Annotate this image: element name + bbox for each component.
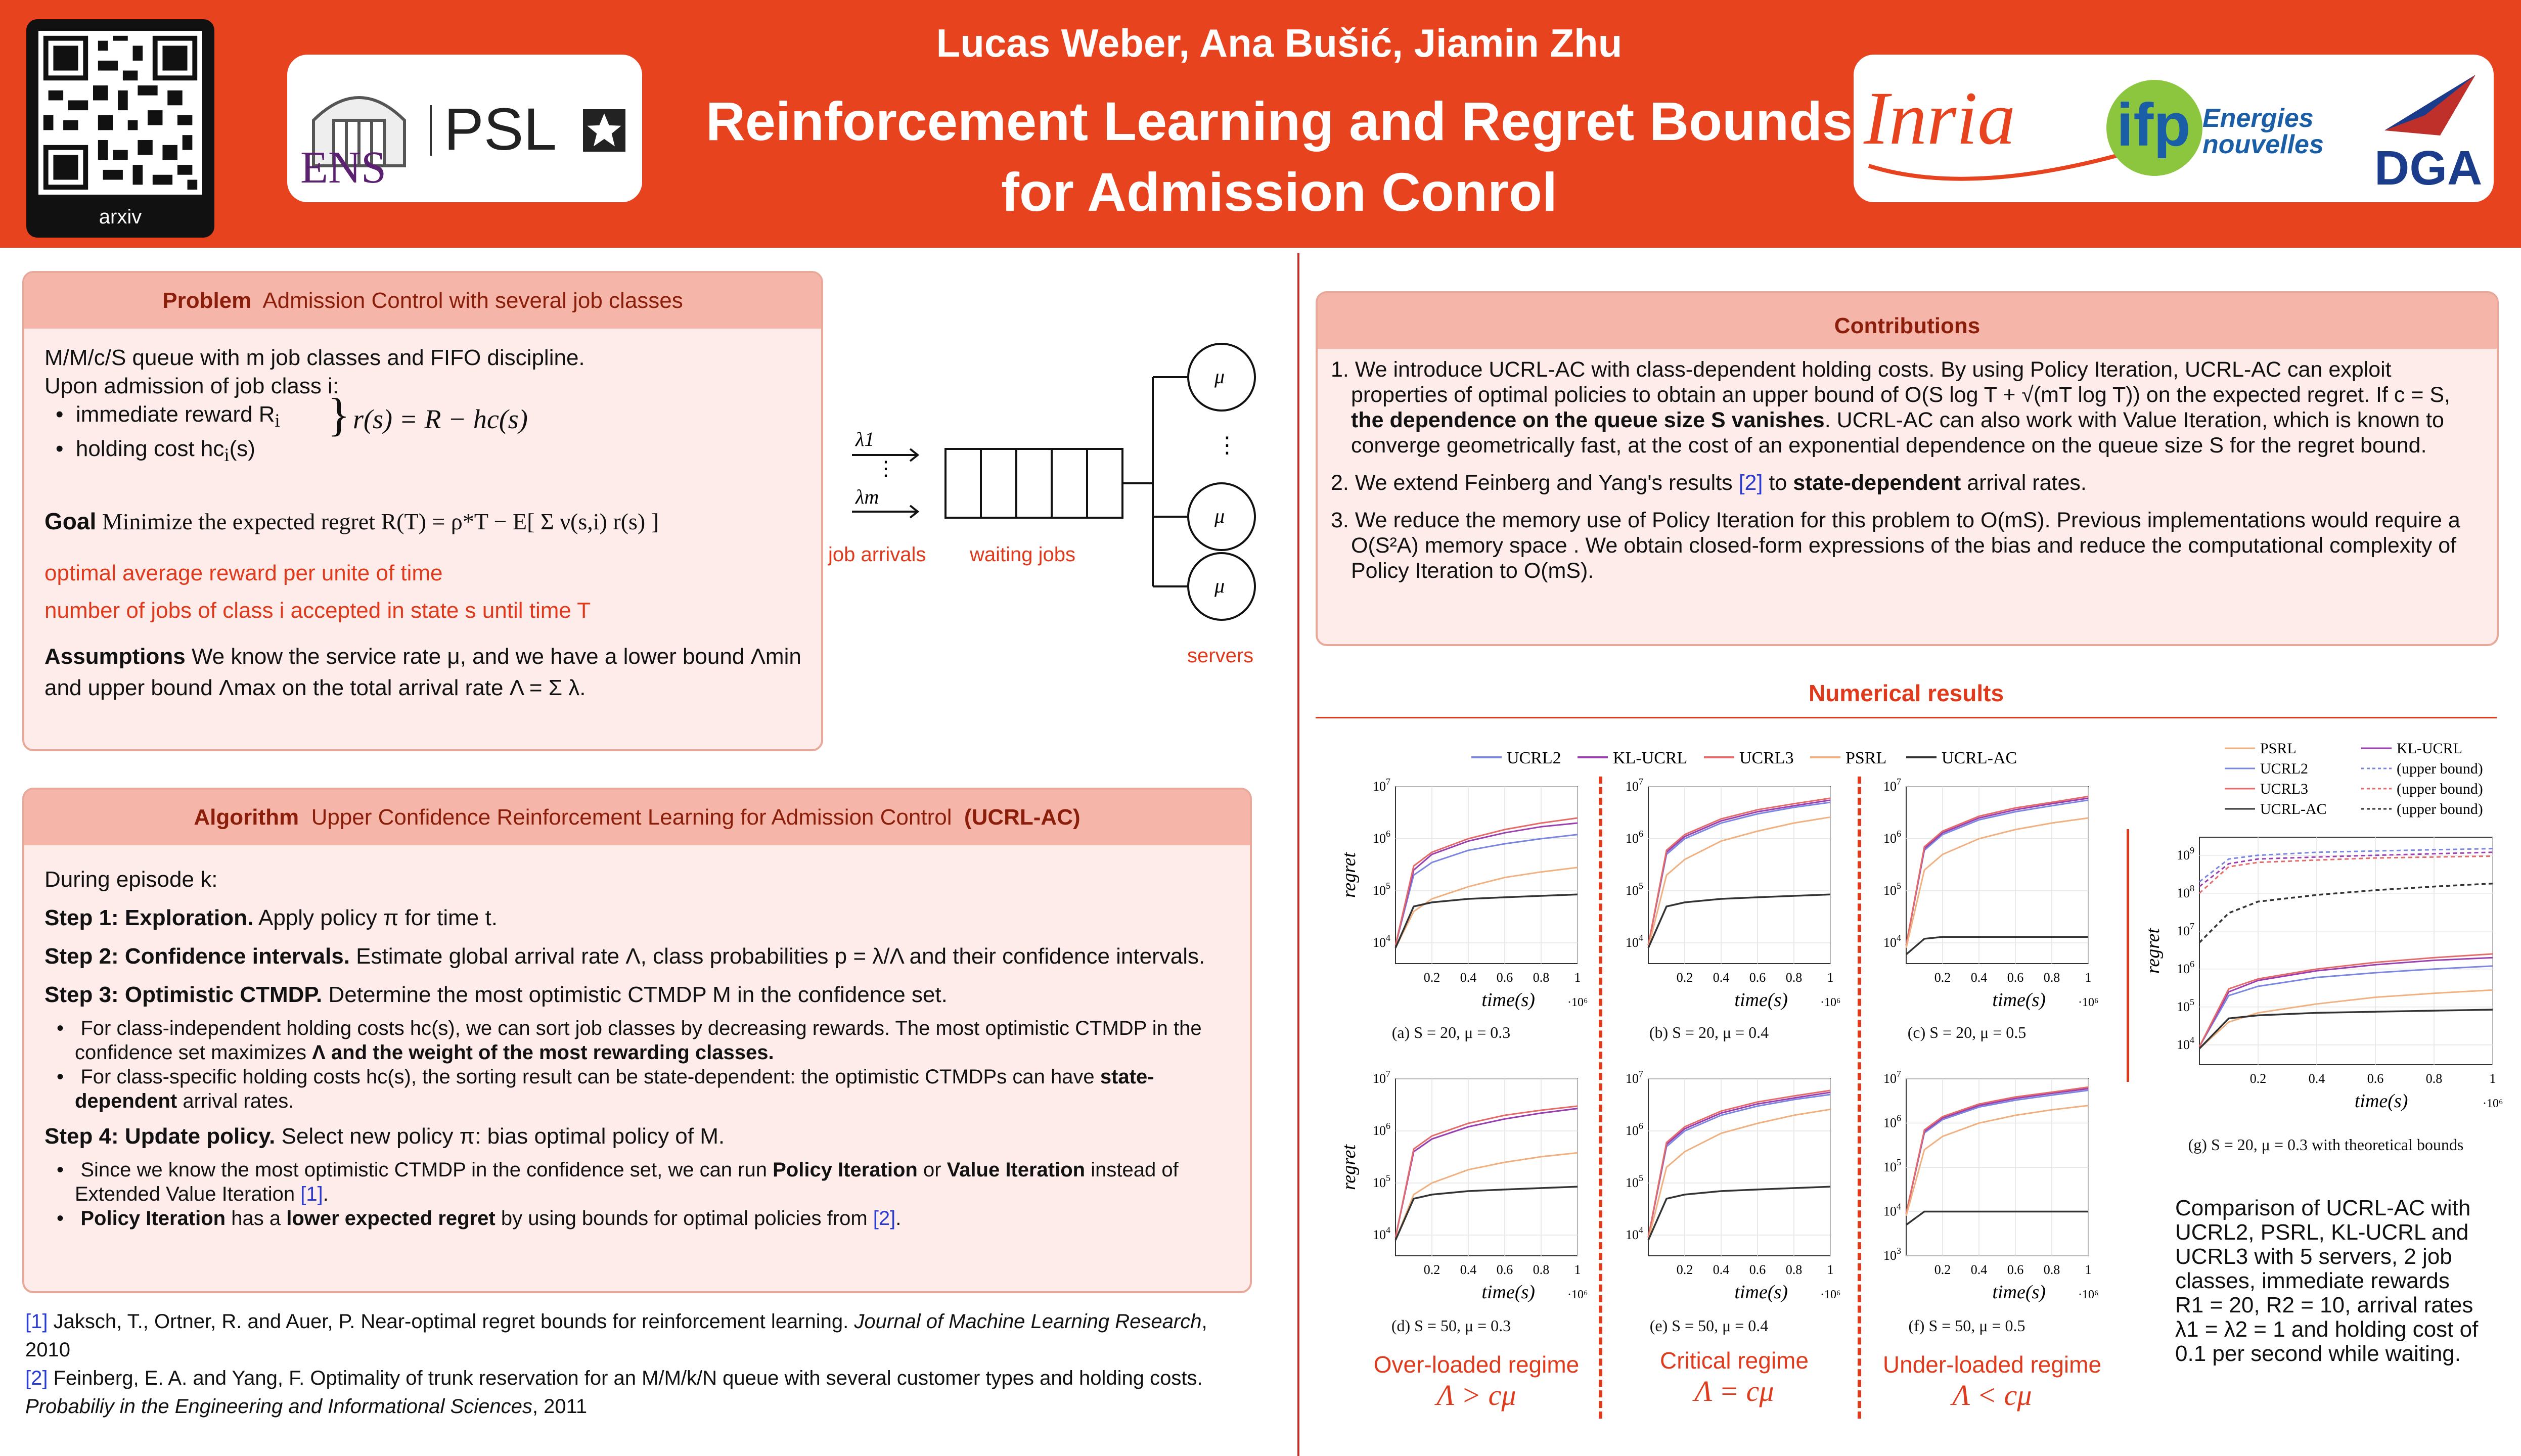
series-line-psrl bbox=[1906, 1106, 2088, 1216]
y-tick-label: $10^6$ bbox=[2177, 959, 2194, 976]
series-line-ucrl-ac bbox=[1648, 1187, 1830, 1240]
contribution-1: 1. We introduce UCRL-AC with class-dependent holding costs. By using Policy Iteration, UCRL-AC can exploit properties of optimal policies to obtain an upper bound of O(S log T + √(mT log T)) on the expected regret. If c = S, the dependence on the queue size S vanishes. UCRL-AC can also work with Value Iteration, which is known to converge geometrically fast, at the cost of an exponential dependence on the queue size S for the regret bound. bbox=[1331, 357, 2450, 458]
x-tick-label: 0.6 bbox=[1496, 970, 1513, 985]
series-line-ucrl3 bbox=[1648, 798, 1830, 945]
x-scale-label: ·10⁶ bbox=[1820, 1288, 1841, 1301]
reference-2-tag[interactable]: [2] bbox=[25, 1367, 48, 1389]
x-tick-label: 0.2 bbox=[1423, 1262, 1440, 1277]
reference-1 bbox=[25, 1307, 1229, 1364]
y-tick-label: $10^4$ bbox=[2177, 1034, 2194, 1052]
servers-label: servers bbox=[1187, 645, 1254, 667]
legend-entry: UCRL3 bbox=[1739, 749, 1794, 767]
step-4-bullet-2-end: by using bounds for optimal policies from bbox=[501, 1207, 868, 1230]
poster-header bbox=[0, 0, 2521, 248]
x-tick-label: 1 bbox=[1827, 970, 1834, 985]
series-line-ucrl2 bbox=[1648, 802, 1830, 945]
step-2-text: Estimate global arrival rate Λ, class probabilities p = λ/Λ and their confidence intervals. bbox=[356, 944, 1205, 969]
reference-2-journal: Probabiliy in the Engineering and Informational Sciences bbox=[25, 1395, 532, 1418]
inria-swoosh-icon bbox=[1864, 135, 2127, 196]
regime-separator-1 bbox=[1599, 777, 1602, 1419]
mu-label-2: μ bbox=[1214, 505, 1225, 527]
contribution-2-end: arrival rates. bbox=[1967, 471, 2087, 495]
step-3-bullet-1-text: For class-independent holding costs hc(s), we can sort job classes by decreasing rewards. The most optimistic CTMDP in the confidence set maximizes bbox=[75, 1017, 1202, 1064]
ens-psl-logo bbox=[287, 55, 642, 202]
cost-bullet: • holding cost $hc_i(s)$ bbox=[56, 436, 255, 465]
step-3-bullet-2-bold: state-dependent bbox=[75, 1066, 1154, 1112]
x-tick-label: 0.2 bbox=[1934, 1262, 1951, 1277]
step-4-text: Select new policy π: bias optimal policy of M. bbox=[281, 1124, 725, 1149]
queue-diagram bbox=[819, 334, 1299, 728]
goal-note-1: optimal average reward per unite of time bbox=[44, 561, 443, 585]
series-line-kl-ucrl bbox=[1395, 823, 1578, 945]
contribution-2-text: We extend Feinberg and Yang's results bbox=[1355, 471, 1733, 495]
x-tick-label: 0.6 bbox=[1496, 1262, 1513, 1277]
step-4-bullet-1-end: instead of Extended Value Iteration bbox=[75, 1159, 1179, 1205]
waiting-jobs-label: waiting jobs bbox=[970, 543, 1076, 566]
references bbox=[25, 1307, 1229, 1421]
algorithm-title-bold: Algorithm bbox=[194, 805, 299, 830]
contribution-1-text: We introduce UCRL-AC with class-dependent holding costs. By using Policy Iteration, UCRL-AC can exploit properties of optimal policies to obtain an upper bound of O(S log T + √(mT log T)) on the expected regret. If c = S, bbox=[1351, 357, 2450, 407]
step-4-bullet-2-pi: Policy Iteration bbox=[80, 1207, 226, 1230]
comparison-text: Comparison of UCRL-AC with UCRL2, PSRL, KL-UCRL and UCRL3 with 5 servers, 2 job classes, immediate rewards R1 = 20, R2 = 10, arrival rates λ1 = λ2 = 1 and holding cost of 0.1 per second while waiting. bbox=[2175, 1196, 2479, 1366]
x-axis-label: time(s) bbox=[1734, 1282, 1788, 1303]
x-tick-label: 0.2 bbox=[1676, 970, 1693, 985]
regime-critical-cond: Λ = cμ bbox=[1694, 1375, 1774, 1407]
step-3-label: Step 3: Optimistic CTMDP. bbox=[44, 982, 323, 1007]
ifp-logo: ifp bbox=[2117, 91, 2191, 159]
y-tick-label: $10^5$ bbox=[1883, 881, 1901, 898]
regime-overloaded-name: Over-loaded regime bbox=[1373, 1351, 1580, 1378]
x-tick-label: 0.2 bbox=[1676, 1262, 1693, 1277]
series-line-ucrl2 bbox=[1395, 1109, 1578, 1238]
x-tick-label: 0.8 bbox=[1533, 1262, 1550, 1277]
step-4-bullet-1: • Since we know the most optimistic CTMDP in the confidence set, we can run Policy Iteration or Value Iteration instead of Extended Value Iteration [1]. bbox=[57, 1159, 1179, 1205]
legend-g-entry: UCRL3 bbox=[2260, 781, 2309, 797]
reward-bullet: • immediate reward $R_i$ bbox=[56, 402, 280, 431]
x-tick-label: 0.6 bbox=[1749, 970, 1766, 985]
problem-title: Admission Control with several job classes bbox=[262, 288, 683, 313]
job-arrivals-label: job arrivals bbox=[828, 543, 926, 566]
x-tick-label: 0.4 bbox=[2308, 1071, 2325, 1086]
x-tick-label: 0.8 bbox=[2043, 970, 2060, 985]
caption-c: (c) S = 20, μ = 0.5 bbox=[1907, 1023, 2027, 1041]
title-line-2: for Admission Conrol bbox=[1001, 161, 1557, 222]
contribution-2-to: to bbox=[1769, 471, 1787, 495]
series-line-kl-ucrl bbox=[1906, 798, 2088, 945]
x-tick-label: 0.4 bbox=[1970, 970, 1988, 985]
caption-f: (f) S = 50, μ = 0.5 bbox=[1908, 1316, 2025, 1335]
episode-intro: During episode k: bbox=[44, 867, 218, 892]
plot-frame bbox=[1906, 1079, 2088, 1256]
legend-g-entry: PSRL bbox=[2260, 740, 2297, 757]
algorithm-body bbox=[44, 866, 1238, 1231]
y-tick-label: $10^3$ bbox=[1883, 1246, 1901, 1263]
y-tick-label: $10^4$ bbox=[1883, 1201, 1901, 1219]
y-tick-label: $10^4$ bbox=[1883, 933, 1901, 950]
x-tick-label: 0.6 bbox=[2007, 970, 2024, 985]
x-tick-label: 0.6 bbox=[2367, 1071, 2384, 1086]
vertical-dots: ⋮ bbox=[876, 458, 896, 480]
y-tick-label: $10^8$ bbox=[2177, 883, 2194, 900]
step-4-bullet-1-or: or bbox=[923, 1159, 941, 1181]
x-tick-label: 0.6 bbox=[2007, 1262, 2024, 1277]
y-tick-label: $10^6$ bbox=[1883, 829, 1901, 846]
ref-link-1[interactable]: [1] bbox=[300, 1183, 323, 1205]
plot-frame bbox=[1395, 1079, 1578, 1256]
chart-legend bbox=[1466, 741, 2164, 771]
legend-g-entry: KL-UCRL bbox=[2397, 740, 2462, 757]
numerical-results-heading: Numerical results bbox=[1808, 680, 2004, 706]
x-tick-label: 0.8 bbox=[1785, 1262, 1803, 1277]
brace-icon: } bbox=[328, 389, 350, 440]
series-line-kl-ucrl-upper-bound- bbox=[2199, 852, 2493, 887]
series-line-kl-ucrl bbox=[1906, 1088, 2088, 1213]
caption-d: (d) S = 50, μ = 0.3 bbox=[1391, 1316, 1511, 1335]
series-line-ucrl2 bbox=[1395, 835, 1578, 945]
x-tick-label: 0.8 bbox=[1533, 970, 1550, 985]
step-1 bbox=[44, 904, 1238, 932]
server-dots: ⋮ bbox=[1216, 433, 1238, 458]
series-line-ucrl3 bbox=[2199, 954, 2493, 1046]
lambda-m-label: λm bbox=[856, 485, 879, 508]
y-tick-label: $10^5$ bbox=[1626, 881, 1643, 898]
contribution-2-ref[interactable]: [2] bbox=[1738, 471, 1763, 495]
regime-underloaded-cond: Λ < cμ bbox=[1952, 1379, 2032, 1412]
regret-chart-4 bbox=[1626, 1069, 1840, 1303]
x-tick-label: 0.4 bbox=[1970, 1262, 1988, 1277]
algorithm-abbr: (UCRL-AC) bbox=[964, 805, 1081, 830]
title-line-1: Reinforcement Learning and Regret Bounds bbox=[705, 90, 1853, 152]
x-scale-label: ·10⁶ bbox=[1567, 1288, 1588, 1301]
x-tick-label: 0.2 bbox=[1934, 970, 1951, 985]
contribution-1-bold: the dependence on the queue size S vanishes bbox=[1351, 408, 1825, 432]
x-scale-label: ·10⁶ bbox=[2078, 1288, 2099, 1301]
contribution-3: 3. We reduce the memory use of Policy Iteration for this problem to O(mS). Previous implementations would require a O(S²A) memory space . We obtain closed-form expressions of the bias and reduce the computational complexity of Policy Iteration to O(mS). bbox=[1331, 508, 2460, 583]
goal-line bbox=[44, 507, 833, 536]
x-tick-label: 0.2 bbox=[1423, 970, 1440, 985]
waiting-queue bbox=[946, 449, 1122, 518]
step-4-bullet-1-text: Since we know the most optimistic CTMDP in the confidence set, we can run bbox=[80, 1159, 767, 1181]
series-line-ucrl-ac bbox=[1906, 1212, 2088, 1225]
series-line-ucrl3 bbox=[1395, 1106, 1578, 1238]
qr-caption: arxiv bbox=[99, 206, 142, 228]
y-tick-label: $10^7$ bbox=[1626, 777, 1643, 794]
problem-header bbox=[24, 273, 821, 329]
y-axis-label: regret bbox=[1338, 1144, 1360, 1191]
series-line-ucrl2-upper-bound- bbox=[2199, 849, 2493, 882]
legend-g-entry: (upper bound) bbox=[2397, 781, 2483, 797]
y-tick-label: $10^5$ bbox=[1373, 881, 1390, 898]
y-tick-label: $10^7$ bbox=[1883, 1069, 1901, 1086]
series-line-kl-ucrl bbox=[1648, 800, 1830, 945]
legend-g-entry: UCRL-AC bbox=[2260, 801, 2327, 817]
mu-label-3: μ bbox=[1214, 574, 1225, 597]
step-2 bbox=[44, 942, 1238, 971]
y-tick-label: $10^7$ bbox=[1373, 1069, 1390, 1086]
series-line-ucrl3 bbox=[1906, 796, 2088, 945]
chart-legend-g bbox=[2220, 733, 2503, 824]
x-axis-label: time(s) bbox=[1992, 989, 2046, 1011]
step-4 bbox=[44, 1122, 1238, 1151]
step-4-label: Step 4: Update policy. bbox=[44, 1124, 276, 1149]
assumptions-text: We know the service rate μ, and we have a lower bound Λmin and upper bound Λmax on the total arrival rate Λ = Σ λ. bbox=[44, 644, 801, 700]
algorithm-panel bbox=[22, 788, 1252, 1293]
step-4-bullet-2: • Policy Iteration has a lower expected regret by using bounds for optimal policies from [2]. bbox=[57, 1207, 902, 1230]
x-tick-label: 0.8 bbox=[1785, 970, 1803, 985]
y-tick-label: $10^6$ bbox=[1373, 1121, 1390, 1139]
series-line-ucrl-ac bbox=[1395, 1187, 1578, 1240]
problem-title-bold: Problem bbox=[162, 288, 252, 313]
step-1-text: Apply policy π for time t. bbox=[258, 905, 498, 930]
regime-overloaded-cond: Λ > cμ bbox=[1436, 1379, 1516, 1412]
y-tick-label: $10^6$ bbox=[1883, 1113, 1901, 1130]
series-line-kl-ucrl bbox=[1395, 1109, 1578, 1238]
y-tick-label: $10^5$ bbox=[1626, 1173, 1643, 1191]
ref-link-2[interactable]: [2] bbox=[873, 1207, 896, 1230]
series-line-kl-ucrl bbox=[2199, 958, 2493, 1046]
step-4-bullet-2-bold: lower expected regret bbox=[286, 1207, 496, 1230]
x-tick-label: 0.6 bbox=[1749, 1262, 1766, 1277]
series-line-psrl bbox=[1395, 868, 1578, 948]
step-3 bbox=[44, 981, 1238, 1009]
contribution-1-end: . UCRL-AC can also work with Value Iteration, which is known to converge geometrically fast, at the cost of an exponential dependence on the queue size S for the regret bound. bbox=[1351, 408, 2444, 458]
x-scale-label: ·10⁶ bbox=[2483, 1097, 2503, 1110]
numerical-rule bbox=[1316, 717, 2497, 718]
reference-1-year: , 2010 bbox=[25, 1310, 1207, 1361]
contribution-2-bold: state-dependent bbox=[1793, 471, 1961, 495]
y-tick-label: $10^6$ bbox=[1626, 1121, 1643, 1139]
contribution-2: 2. We extend Feinberg and Yang's results [2] to state-dependent arrival rates. bbox=[1331, 471, 2087, 495]
step-3-bullet-2-text: For class-specific holding costs hc(s), the sorting result can be state-dependent: the optimistic CTMDPs can have bbox=[80, 1066, 1095, 1088]
reference-2-text: Feinberg, E. A. and Yang, F. Optimality of trunk reservation for an M/M/k/N queue with several customer types and holding costs. bbox=[53, 1367, 1203, 1389]
regime-separator-2 bbox=[1858, 777, 1861, 1419]
y-tick-label: $10^9$ bbox=[2177, 845, 2194, 862]
plot-frame bbox=[1648, 1079, 1830, 1256]
x-scale-label: ·10⁶ bbox=[1567, 996, 1588, 1009]
regime-critical bbox=[1588, 1347, 1881, 1408]
x-axis-label: time(s) bbox=[1481, 989, 1535, 1011]
y-tick-label: $10^5$ bbox=[1373, 1173, 1390, 1191]
y-tick-label: $10^4$ bbox=[1626, 1225, 1643, 1243]
plot-frame bbox=[1648, 787, 1830, 964]
series-line-ucrl-ac bbox=[2199, 1010, 2493, 1049]
series-line-ucrl3 bbox=[1648, 1090, 1830, 1238]
regime-overloaded bbox=[1330, 1351, 1623, 1412]
partner-logos bbox=[1854, 55, 2494, 202]
x-tick-label: 0.4 bbox=[1460, 970, 1477, 985]
series-line-ucrl-ac bbox=[1906, 937, 2088, 954]
problem-line-1: M/M/c/S queue with m job classes and FIFO discipline. bbox=[44, 345, 585, 370]
qr-code[interactable] bbox=[26, 19, 214, 238]
series-line-ucrl2 bbox=[1906, 800, 2088, 945]
series-line-ucrl-ac bbox=[1395, 894, 1578, 948]
contributions-header: Contributions bbox=[1318, 293, 2497, 349]
step-4-bullet-2-has: has a bbox=[231, 1207, 281, 1230]
reference-2 bbox=[25, 1364, 1229, 1421]
x-scale-label: ·10⁶ bbox=[2078, 996, 2099, 1009]
reference-1-text: Jaksch, T., Ortner, R. and Auer, P. Near-optimal regret bounds for reinforcement learning. bbox=[53, 1310, 849, 1333]
step-3-bullet-1: • For class-independent holding costs hc(s), we can sort job classes by decreasing rewards. The most optimistic CTMDP in the confidence set maximizes Λ and the weight of the most rewarding classes. bbox=[57, 1017, 1202, 1064]
caption-e: (e) S = 50, μ = 0.4 bbox=[1649, 1316, 1769, 1335]
series-line-ucrl2 bbox=[1648, 1095, 1830, 1238]
x-axis-label: time(s) bbox=[1992, 1282, 2046, 1303]
regret-chart-6 bbox=[2142, 837, 2503, 1112]
series-line-ucrl-ac-upper-bound- bbox=[2199, 884, 2493, 943]
regret-chart-5 bbox=[1883, 1069, 2098, 1303]
step-3-text: Determine the most optimistic CTMDP M in the confidence set. bbox=[328, 982, 948, 1007]
ens-text: ENS bbox=[300, 143, 387, 193]
regime-underloaded-name: Under-loaded regime bbox=[1882, 1351, 2102, 1378]
y-tick-label: $10^7$ bbox=[1883, 777, 1901, 794]
plot-frame bbox=[1395, 787, 1578, 964]
x-tick-label: 1 bbox=[2489, 1071, 2496, 1086]
reward-bullet-text: immediate reward R bbox=[75, 402, 275, 427]
legend-entry: KL-UCRL bbox=[1613, 749, 1688, 767]
x-tick-label: 0.4 bbox=[1713, 970, 1730, 985]
x-axis-label: time(s) bbox=[1481, 1282, 1535, 1303]
legend-entry: PSRL bbox=[1845, 749, 1887, 767]
regret-chart-1 bbox=[1626, 777, 1840, 1011]
reference-1-journal: Journal of Machine Learning Research bbox=[854, 1310, 1202, 1333]
goal-note-2: number of jobs of class i accepted in state s until time T bbox=[44, 598, 591, 623]
y-axis-label: regret bbox=[2142, 928, 2164, 974]
x-tick-label: 1 bbox=[1827, 1262, 1834, 1277]
y-axis-label: regret bbox=[1338, 852, 1360, 898]
series-line-psrl bbox=[1648, 817, 1830, 948]
caption-a: (a) S = 20, μ = 0.3 bbox=[1391, 1023, 1511, 1041]
y-tick-label: $10^7$ bbox=[1626, 1069, 1643, 1086]
y-tick-label: $10^5$ bbox=[1883, 1157, 1901, 1174]
x-tick-label: 1 bbox=[1574, 970, 1581, 985]
column-divider bbox=[1297, 253, 1299, 1456]
regret-chart-2 bbox=[1883, 777, 2098, 1011]
dga-logo: DGA bbox=[2374, 141, 2483, 195]
poster-title bbox=[657, 86, 1901, 228]
caption-g: (g) S = 20, μ = 0.3 with theoretical bounds bbox=[2188, 1135, 2464, 1154]
y-tick-label: $10^7$ bbox=[2177, 921, 2194, 938]
regret-chart-3 bbox=[1338, 1069, 1588, 1303]
step-4-bullet-1-vi: Value Iteration bbox=[947, 1159, 1086, 1181]
cost-bullet-text: holding cost hc bbox=[75, 436, 224, 461]
y-tick-label: $10^5$ bbox=[2177, 996, 2194, 1014]
x-tick-label: 0.2 bbox=[2249, 1071, 2267, 1086]
qr-code-icon bbox=[38, 29, 202, 196]
series-line-ucrl3-upper-bound- bbox=[2199, 856, 2493, 893]
y-tick-label: $10^4$ bbox=[1373, 1225, 1390, 1243]
legend-entry: UCRL2 bbox=[1507, 749, 1561, 767]
series-line-ucrl2 bbox=[1906, 1090, 2088, 1214]
inria-logo: Inria bbox=[1864, 76, 2015, 160]
step-3-bullet-2: • For class-specific holding costs hc(s), the sorting result can be state-dependent: the optimistic CTMDPs can have state-dependent arrival rates. bbox=[57, 1066, 1154, 1112]
problem-line-2: Upon admission of job class i: bbox=[44, 374, 339, 398]
legend-g-entry: UCRL2 bbox=[2260, 760, 2309, 777]
step-4-bullet-1-pi: Policy Iteration bbox=[773, 1159, 918, 1181]
goal-label: Goal bbox=[44, 508, 97, 534]
series-line-psrl bbox=[1648, 1109, 1830, 1240]
plot-frame bbox=[1906, 787, 2088, 964]
reference-2-year: , 2011 bbox=[532, 1395, 588, 1418]
regime-critical-name: Critical regime bbox=[1660, 1347, 1809, 1374]
authors: Lucas Weber, Ana Bušić, Jiamin Zhu bbox=[936, 21, 1623, 65]
regret-chart-0 bbox=[1338, 777, 1588, 1011]
series-line-ucrl-ac bbox=[1648, 894, 1830, 948]
assumptions bbox=[44, 641, 813, 704]
g-separator bbox=[2127, 829, 2129, 1082]
regime-underloaded bbox=[1845, 1351, 2139, 1412]
x-tick-label: 0.8 bbox=[2043, 1262, 2060, 1277]
algorithm-title: Upper Confidence Reinforcement Learning for Admission Control bbox=[311, 805, 952, 830]
x-tick-label: 0.8 bbox=[2425, 1071, 2443, 1086]
x-scale-label: ·10⁶ bbox=[1820, 996, 1841, 1009]
series-line-psrl bbox=[2199, 990, 2493, 1049]
x-tick-label: 0.4 bbox=[1713, 1262, 1730, 1277]
contributions-panel bbox=[1316, 291, 2499, 646]
contribution-3-text: We reduce the memory use of Policy Iteration for this problem to O(mS). Previous implementations would require a O(S²A) memory space . We obtain closed-form expressions of the bias and reduce the computational complexity of Policy Iteration to O(mS). bbox=[1351, 508, 2460, 583]
series-line-psrl bbox=[1906, 818, 2088, 948]
x-tick-label: 1 bbox=[2085, 970, 2092, 985]
mu-label-1: μ bbox=[1214, 365, 1225, 388]
star-icon bbox=[583, 109, 625, 152]
logo-divider bbox=[430, 105, 432, 156]
x-axis-label: time(s) bbox=[1734, 989, 1788, 1011]
legend-entry: UCRL-AC bbox=[1942, 749, 2017, 767]
x-axis-label: time(s) bbox=[2354, 1090, 2408, 1112]
y-tick-label: $10^6$ bbox=[1626, 829, 1643, 846]
y-tick-label: $10^7$ bbox=[1373, 777, 1390, 794]
series-line-ucrl2 bbox=[2199, 966, 2493, 1046]
contributions-list bbox=[1325, 357, 2475, 583]
problem-panel bbox=[22, 271, 823, 751]
caption-b: (b) S = 20, μ = 0.4 bbox=[1649, 1023, 1769, 1041]
psl-text: PSL bbox=[444, 96, 557, 163]
step-2-label: Step 2: Confidence intervals. bbox=[44, 944, 350, 969]
series-line-psrl bbox=[1395, 1153, 1578, 1240]
reference-1-tag[interactable]: [1] bbox=[25, 1310, 48, 1333]
legend-g-entry: (upper bound) bbox=[2397, 801, 2483, 817]
x-tick-label: 1 bbox=[2085, 1262, 2092, 1277]
ifp-subtitle: Energies nouvelles bbox=[2202, 104, 2324, 159]
reward-formula: r(s) = R − hc(s) bbox=[353, 404, 528, 434]
assumptions-label: Assumptions bbox=[44, 644, 186, 669]
step-3-bullet-2-end: arrival rates. bbox=[183, 1090, 294, 1112]
lambda-1-label: λ1 bbox=[856, 428, 875, 450]
dga-plane-icon bbox=[2379, 70, 2481, 135]
step-3-bullet-1-bold: Λ and the weight of the most rewarding classes. bbox=[312, 1041, 774, 1064]
y-tick-label: $10^4$ bbox=[1626, 933, 1643, 950]
legend-g-entry: (upper bound) bbox=[2397, 760, 2483, 777]
y-tick-label: $10^6$ bbox=[1373, 829, 1390, 846]
goal-text: Minimize the expected regret R(T) = ρ*T − E[ Σ ν(s,i) r(s) ] bbox=[102, 509, 659, 534]
series-line-ucrl3 bbox=[1906, 1087, 2088, 1213]
plot-frame bbox=[2199, 837, 2493, 1065]
x-tick-label: 0.4 bbox=[1460, 1262, 1477, 1277]
series-line-kl-ucrl bbox=[1648, 1093, 1830, 1238]
series-line-ucrl3 bbox=[1395, 818, 1578, 945]
y-tick-label: $10^4$ bbox=[1373, 933, 1390, 950]
step-1-label: Step 1: Exploration. bbox=[44, 905, 254, 930]
x-tick-label: 1 bbox=[1574, 1262, 1581, 1277]
algorithm-header bbox=[24, 790, 1250, 845]
